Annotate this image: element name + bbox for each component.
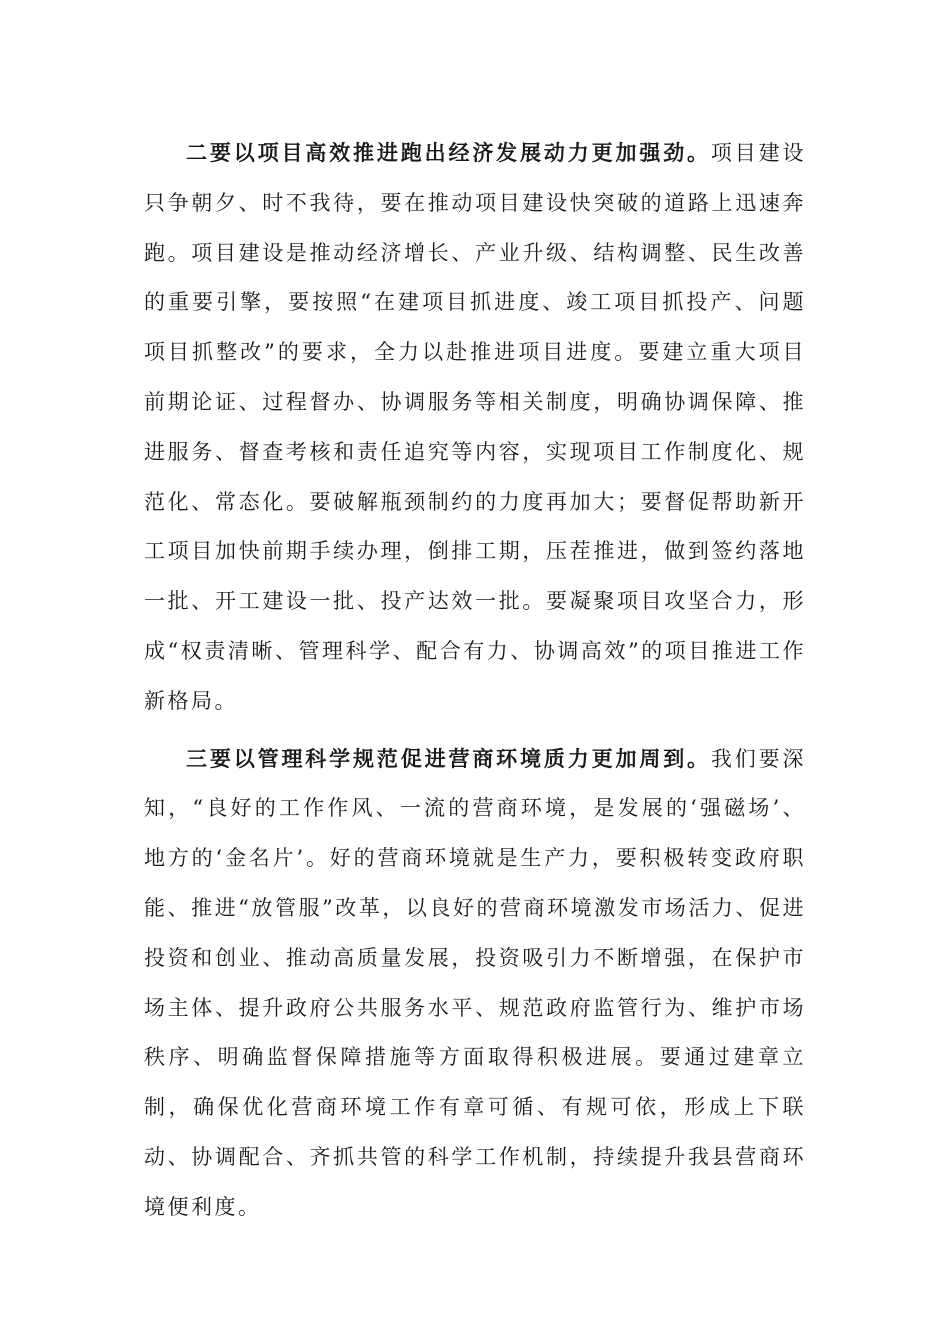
paragraph-lead-heading: 二要以项目高效推进跑出经济发展动力更加强劲。 [186, 140, 711, 165]
document-page [144, 128, 806, 1233]
paragraph-body-text: 项目建设只争朝夕、时不我待，要在推动项目建设快突破的道路上迅速奔跑。项目建设是推动经济增长、产业升级、结构调整、民生改善的重要引擎，要按照“在建项目抓进度、竣工项目抓投产、问题项目抓整改”的要求，全力以赴推进项目进度。要建立重大项目前期论证、过程督办、协调服务等相关制度，明确协调保障、推进服务、督查考核和责任追究等内容，实现项目工作制度化、规范化、常态化。要破解瓶颈制约的力度再加大；要督促帮助新开工项目加快前期手续办理，倒排工期，压茬推进，做到签约落地一批、开工建设一批、投产达效一批。要凝聚项目攻坚合力，形成“权责清晰、管理科学、配合有力、协调高效”的项目推进工作新格局。 [144, 141, 807, 713]
paragraph-project-promotion [144, 128, 806, 727]
paragraph-business-environment [144, 734, 806, 1233]
paragraph-body-text: 我们要深知，“良好的工作作风、一流的营商环境，是发展的‘强磁场’、地方的‘金名片’。好的营商环境就是生产力，要积极转变政府职能、推进“放管服”改革，以良好的营商环境激发市场活力、促进投资和创业、推动高质量发展，投资吸引力不断增强，在保护市场主体、提升政府公共服务水平、规范政府监管行为、维护市场秩序、明确监督保障措施等方面取得积极进展。要通过建章立制，确保优化营商环境工作有章可循、有规可依，形成上下联动、协调配合、齐抓共管的科学工作机制，持续提升我县营商环境便利度。 [144, 746, 807, 1219]
paragraph-lead-heading: 三要以管理科学规范促进营商环境质力更加周到。 [186, 745, 711, 771]
